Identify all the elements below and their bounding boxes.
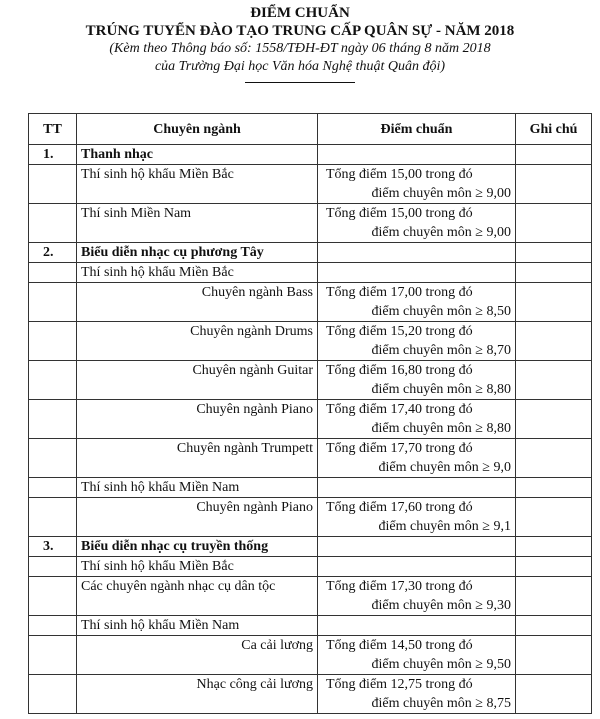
major-score-text: điểm chuyên môn ≥ 8,70 bbox=[371, 343, 511, 358]
note-cell bbox=[516, 616, 592, 636]
group-row bbox=[29, 616, 592, 636]
group-row bbox=[29, 263, 592, 283]
group-row bbox=[29, 557, 592, 577]
score-cell bbox=[318, 165, 516, 204]
score-cell bbox=[318, 263, 516, 283]
note-cell bbox=[516, 478, 592, 498]
table-row bbox=[29, 283, 592, 322]
major-name: Thí sinh hộ khẩu Miền Bắc bbox=[77, 165, 318, 204]
row-number bbox=[29, 322, 77, 361]
table-row bbox=[29, 361, 592, 400]
major-score-text: điểm chuyên môn ≥ 8,50 bbox=[371, 304, 511, 319]
major-name: Chuyên ngành Drums bbox=[77, 322, 318, 361]
major-score-text: điểm chuyên môn ≥ 9,1 bbox=[378, 519, 511, 534]
major-name: Thanh nhạc bbox=[77, 145, 318, 165]
row-number bbox=[29, 675, 77, 714]
major-name: Chuyên ngành Piano bbox=[77, 498, 318, 537]
document-note-line2: của Trường Đại học Văn hóa Nghệ thuật Quân đội) bbox=[154, 59, 446, 74]
score-cell bbox=[318, 498, 516, 537]
section-row bbox=[29, 537, 592, 557]
note-cell bbox=[516, 400, 592, 439]
column-header-major: Chuyên ngành bbox=[77, 114, 318, 145]
score-cell bbox=[318, 283, 516, 322]
table-row bbox=[29, 322, 592, 361]
column-header-note: Ghi chú bbox=[516, 114, 592, 145]
major-name: Thí sinh hộ khẩu Miền Bắc bbox=[77, 557, 318, 577]
row-number bbox=[29, 577, 77, 616]
major-score-text: điểm chuyên môn ≥ 8,75 bbox=[371, 696, 511, 711]
column-header-tt: TT bbox=[29, 114, 77, 145]
cutoff-score-table bbox=[28, 113, 592, 714]
table-row bbox=[29, 498, 592, 537]
section-row bbox=[29, 145, 592, 165]
major-score-text: điểm chuyên môn ≥ 9,30 bbox=[371, 598, 511, 613]
row-number bbox=[29, 165, 77, 204]
note-cell bbox=[516, 283, 592, 322]
major-name: Ca cải lương bbox=[77, 636, 318, 675]
score-cell bbox=[318, 478, 516, 498]
score-cell bbox=[318, 400, 516, 439]
row-number bbox=[29, 263, 77, 283]
note-cell bbox=[516, 145, 592, 165]
row-number bbox=[29, 636, 77, 675]
major-score-text: điểm chuyên môn ≥ 9,00 bbox=[371, 186, 511, 201]
table-row bbox=[29, 165, 592, 204]
major-name: Nhạc công cải lương bbox=[77, 675, 318, 714]
row-number bbox=[29, 439, 77, 478]
total-score-text: Tổng điểm 16,80 trong đó bbox=[326, 363, 473, 378]
group-row bbox=[29, 478, 592, 498]
major-name: Thí sinh hộ khẩu Miền Nam bbox=[77, 478, 318, 498]
total-score-text: Tổng điểm 17,60 trong đó bbox=[326, 500, 473, 515]
row-number bbox=[29, 400, 77, 439]
total-score-text: Tổng điểm 15,00 trong đó bbox=[326, 167, 473, 182]
major-name: Chuyên ngành Trumpett bbox=[77, 439, 318, 478]
major-name: Thí sinh hộ khẩu Miền Bắc bbox=[77, 263, 318, 283]
note-cell bbox=[516, 439, 592, 478]
major-name: Thí sinh hộ khẩu Miền Nam bbox=[77, 616, 318, 636]
note-cell bbox=[516, 498, 592, 537]
score-cell bbox=[318, 322, 516, 361]
score-cell bbox=[318, 243, 516, 263]
header-underline bbox=[245, 82, 355, 83]
note-cell bbox=[516, 361, 592, 400]
note-cell bbox=[516, 577, 592, 616]
major-score-text: điểm chuyên môn ≥ 9,00 bbox=[371, 225, 511, 240]
total-score-text: Tổng điểm 17,00 trong đó bbox=[326, 285, 473, 300]
score-cell bbox=[318, 204, 516, 243]
total-score-text: Tổng điểm 15,00 trong đó bbox=[326, 206, 473, 221]
score-cell bbox=[318, 616, 516, 636]
table-header-row bbox=[29, 114, 592, 145]
row-number bbox=[29, 361, 77, 400]
score-cell bbox=[318, 439, 516, 478]
row-number bbox=[29, 616, 77, 636]
row-number bbox=[29, 498, 77, 537]
score-cell bbox=[318, 537, 516, 557]
table-row bbox=[29, 577, 592, 616]
note-cell bbox=[516, 636, 592, 675]
major-name: Chuyên ngành Guitar bbox=[77, 361, 318, 400]
score-cell bbox=[318, 557, 516, 577]
table-row bbox=[29, 675, 592, 714]
total-score-text: Tổng điểm 17,70 trong đó bbox=[326, 441, 473, 456]
major-score-text: điểm chuyên môn ≥ 8,80 bbox=[371, 421, 511, 436]
note-cell bbox=[516, 263, 592, 283]
note-cell bbox=[516, 322, 592, 361]
document-note-line1: (Kèm theo Thông báo số: 1558/TĐH-ĐT ngày 06 tháng 8 năm 2018 bbox=[109, 41, 491, 56]
score-cell bbox=[318, 636, 516, 675]
table-row bbox=[29, 204, 592, 243]
document-subtitle: TRÚNG TUYỂN ĐÀO TẠO TRUNG CẤP QUÂN SỰ - NĂM 2018 bbox=[85, 23, 515, 39]
major-name: Chuyên ngành Piano bbox=[77, 400, 318, 439]
score-cell bbox=[318, 361, 516, 400]
note-cell bbox=[516, 557, 592, 577]
row-number bbox=[29, 557, 77, 577]
section-row bbox=[29, 243, 592, 263]
table-row bbox=[29, 400, 592, 439]
total-score-text: Tổng điểm 14,50 trong đó bbox=[326, 638, 473, 653]
table-row bbox=[29, 439, 592, 478]
document-title: ĐIỂM CHUẨN bbox=[250, 5, 350, 21]
major-name: Biểu diễn nhạc cụ truyền thống bbox=[77, 537, 318, 557]
document-header bbox=[0, 0, 600, 83]
score-cell bbox=[318, 675, 516, 714]
major-score-text: điểm chuyên môn ≥ 9,50 bbox=[371, 657, 511, 672]
row-number: 1. bbox=[29, 145, 77, 165]
major-name: Biểu diễn nhạc cụ phương Tây bbox=[77, 243, 318, 263]
row-number bbox=[29, 478, 77, 498]
major-score-text: điểm chuyên môn ≥ 9,0 bbox=[378, 460, 511, 475]
note-cell bbox=[516, 165, 592, 204]
row-number: 3. bbox=[29, 537, 77, 557]
total-score-text: Tổng điểm 17,40 trong đó bbox=[326, 402, 473, 417]
note-cell bbox=[516, 204, 592, 243]
row-number: 2. bbox=[29, 243, 77, 263]
note-cell bbox=[516, 675, 592, 714]
score-cell bbox=[318, 577, 516, 616]
major-name: Chuyên ngành Bass bbox=[77, 283, 318, 322]
note-cell bbox=[516, 537, 592, 557]
total-score-text: Tổng điểm 15,20 trong đó bbox=[326, 324, 473, 339]
row-number bbox=[29, 204, 77, 243]
major-name: Các chuyên ngành nhạc cụ dân tộc bbox=[77, 577, 318, 616]
table-body bbox=[29, 145, 592, 714]
total-score-text: Tổng điểm 17,30 trong đó bbox=[326, 579, 473, 594]
table-row bbox=[29, 636, 592, 675]
major-score-text: điểm chuyên môn ≥ 8,80 bbox=[371, 382, 511, 397]
total-score-text: Tổng điểm 12,75 trong đó bbox=[326, 677, 473, 692]
row-number bbox=[29, 283, 77, 322]
note-cell bbox=[516, 243, 592, 263]
major-name: Thí sinh Miền Nam bbox=[77, 204, 318, 243]
score-cell bbox=[318, 145, 516, 165]
column-header-score: Điểm chuẩn bbox=[318, 114, 516, 145]
